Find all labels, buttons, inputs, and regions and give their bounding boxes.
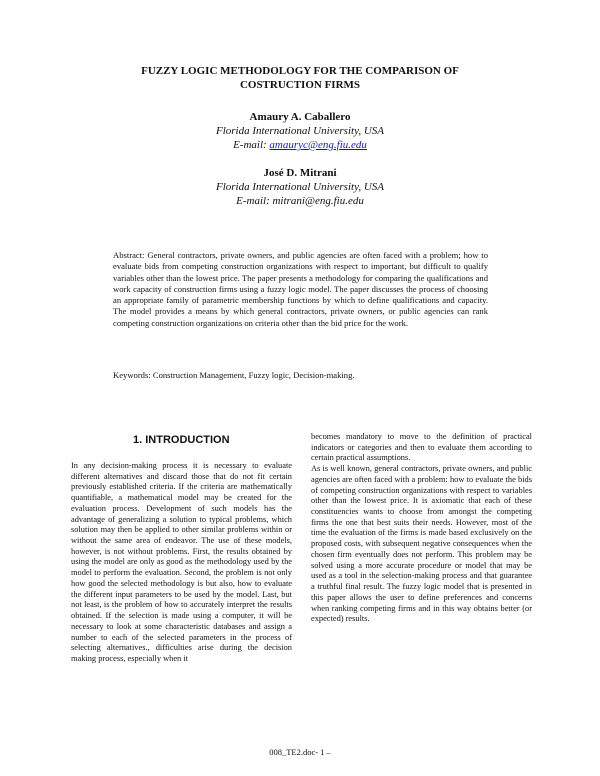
author-email-line xyxy=(150,194,450,208)
author-name: Amaury A. Caballero xyxy=(249,111,351,123)
author-email-line xyxy=(150,138,450,152)
abstract: Abstract: General contractors, private owners, and public agencies are often faced with a problem; how to evaluate bids from competing construction organizations with respect to important, but difficult to qualify variables other than the lowest price. The paper presents a methodology for comparing the qualifications and work capacity of construction firms using a fuzzy logic model. The paper discusses the process of choosing an appropriate family of parametric membership functions by which to define qualifications and capacity. The model provides a means by which general contractors, private owners, or public agencies can rank competing construction organizations on criteria other than the bid price for the work. xyxy=(113,250,488,328)
body-paragraph: In any decision-making process it is necessary to evaluate different alternatives and discard those that do not fit certain previously established criteria. If the criteria are mathematically quantifiable, a mathematical model may be created for the evaluation process. Development of such models has the advantage of generalizing a solution to typical problems, which solution may then be applied to other similar problems within or without the same area of endeavor. The use of these models, however, is not without problems. First, the results obtained by using the model are only as good as the methodology used by the model to perform the evaluation. Second, the problem is not only how good the selected methodology is but also, how to evaluate the different input parameters to be used by the model. Last, but not least, is the problem of how to accurately interpret the results obtained. If the selection is made using a computer, it will be necessary to look at some characteristic databases and assign a number to each of the selected parameters in the process of selecting alternatives., difficulties arise during the decision making process, especially when it xyxy=(71,461,292,663)
section-heading: 1. INTRODUCTION xyxy=(133,434,230,446)
author-block-2 xyxy=(150,166,450,208)
body-paragraph: becomes mandatory to move to the definition of practical indicators or categories and then to evaluate them according to certain practical assumptions. xyxy=(311,432,532,463)
body-paragraph: As is well known, general contractors, private owners, and public agencies are often faced with a problem: how to evaluate the bids of competing construction organizations with respect to variables other than the lowest price. It is axiomatic that each of these constituencies wants to choose from amongst the competing firms the one that best suits their needs. However, most of the time the evaluation of the firms is made based exclusively on the proposed costs, with subsequent negative consequences when the chosen firm eventually does not perform. This problem may be solved using a more accurate procedure or model that may be used as a tool in the selection-making process and that guarantee a truthful final result. The fuzzy logic model that is presented in this paper allows the user to define preferences and concerns when ranking competing firms and in this way obtains better (or expected) results. xyxy=(311,464,532,624)
body-column-left xyxy=(71,461,292,665)
title-line-1: FUZZY LOGIC METHODOLOGY FOR THE COMPARISON OF xyxy=(141,65,459,77)
author-affiliation: Florida International University, USA xyxy=(215,125,385,137)
paper-title xyxy=(100,64,500,92)
page-footer: 008_TE2.doc- 1 – xyxy=(269,747,331,757)
email-label: E-mail: xyxy=(236,195,273,207)
title-line-2: COSTRUCTION FIRMS xyxy=(239,79,361,91)
author-name: José D. Mitrani xyxy=(263,167,337,179)
body-column-right xyxy=(311,432,532,625)
author-affiliation: Florida International University, USA xyxy=(215,181,385,193)
author-block-1 xyxy=(150,110,450,152)
email-label: E-mail: xyxy=(233,139,270,151)
keywords: Keywords: Construction Management, Fuzzy logic, Decision-making. xyxy=(113,370,355,380)
author-email: mitrani@eng.fiu.edu xyxy=(272,195,364,207)
author-email-link[interactable]: amauryc@eng.fiu.edu xyxy=(269,139,367,151)
